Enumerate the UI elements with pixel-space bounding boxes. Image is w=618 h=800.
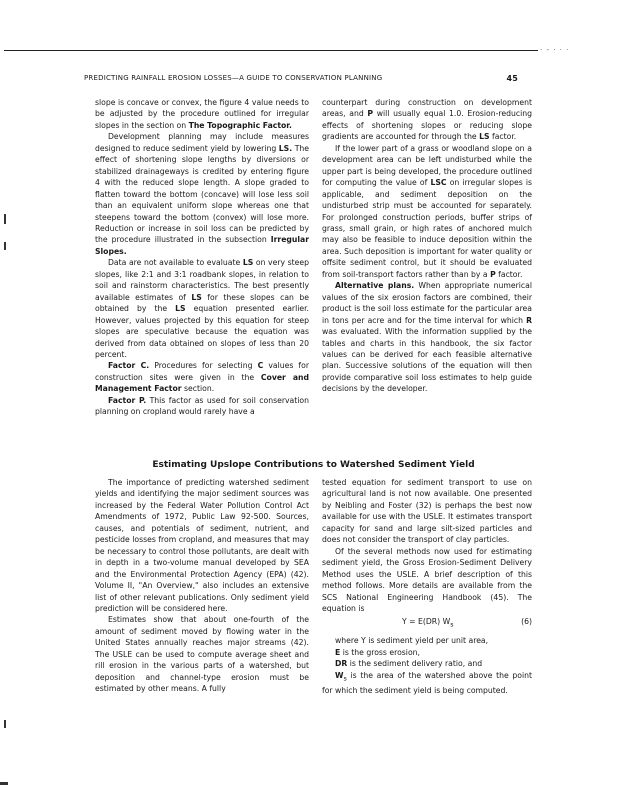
definition-dr: DR is the sediment delivery ratio, and xyxy=(335,659,483,669)
paragraph: Data are not available to evaluate LS on very steep slopes, like 2:1 and 3:1 roadbank slopes, in relation to soil and rainstorm characteristics. The best presently available estimates of LS for these slopes can be obtained by the LS equation presented earlier. However, values projected by this equation for steep slopes are speculative because the equation was derived from data obtained on slopes of less than 20 percent. xyxy=(95,258,309,359)
scan-edge-mark xyxy=(4,214,6,224)
definition-y: where Y is sediment yield per unit area, xyxy=(335,636,489,646)
running-header xyxy=(84,74,518,83)
paragraph: Factor P. This factor as used for soil conservation planning on cropland would rarely have a xyxy=(95,395,309,417)
paragraph: Estimates show that about one-fourth of the amount of sediment moved by flowing water in the United States annually reaches major streams (42). The USLE can be used to compute average sheet and rill erosion in the various parts of a watershed, but deposition and channel-type erosion must be estimated by other means. A fully xyxy=(95,615,309,694)
page-number: 45 xyxy=(506,74,518,83)
equation-6 xyxy=(322,616,532,631)
paragraph: Of the several methods now used for estimating sediment yield, the Gross Erosion-Sediment Delivery Method uses the USLE. A brief description of this method follows. More details are available from the SCS National Engineering Handbook (45). The equation is xyxy=(322,546,532,613)
left-column-bottom xyxy=(95,477,309,695)
left-column-top xyxy=(95,97,309,418)
right-column-bottom xyxy=(322,477,532,696)
paragraph: Development planning may include measures designed to reduce sediment yield by lowering LS. The effect of shortening slope lengths by diversions or stabilized drainageways is credited by entering figure 4 with the reduced slope length. A slope graded to flatten toward the bottom (concave) will lose less soil than an equivalent uniform slope whereas one that steepens toward the bottom (convex) will lose more. Reduction or increase in soil loss can be predicted by the procedure illustrated in the subsection Irregular Slopes. xyxy=(95,132,309,256)
scan-edge-mark xyxy=(4,720,6,728)
section-heading: Estimating Upslope Contributions to Watershed Sediment Yield xyxy=(152,460,475,470)
definition-ws: $W_s$ is the area of the watershed above the point for which the sediment yield is being computed. xyxy=(322,670,532,695)
right-column-top xyxy=(322,97,532,395)
paragraph: tested equation for sediment transport to use on agricultural land is not now available. One presented by Neibling and Foster (32) is perhaps the best now available for use with the USLE. It estimates transport capacity for sand and large silt-sized particles and does not consider the transport of clay particles. xyxy=(322,478,532,545)
paragraph: If the lower part of a grass or woodland slope on a development area can be left undisturbed while the upper part is being developed, the procedure outlined for computing the value of LSC on irregular slopes is applicable, and sediment deposition on the undisturbed strip must be accounted for separately. For prolonged construction periods, buffer strips of grass, small grain, or high rates of anchored mulch may also be feasible to induce deposition within the area. Such deposition is important for water quality or offsite sediment control, but it should be evaluated from soil-transport factors rather than by a P factor. xyxy=(322,143,532,279)
definition-e: E is the gross erosion, xyxy=(335,647,420,657)
scan-smudge xyxy=(0,782,8,785)
paragraph: The importance of predicting watershed sediment yields and identifying the major sediment sources was increased by the Federal Water Pollution Control Act Amendments of 1972, Public Law 92-500. Sources, causes, and potentials of sediment, nutrient, and pesticide losses from cropland, and measures that may be necessary to control those pollutants, are dealt with in depth in a two-volume manual developed by SEA and the Environmental Protection Agency (EPA) (42). Volume II, "An Overview," also includes an extensive list of other relevant publications. Only sediment yield prediction will be considered here. xyxy=(95,478,309,613)
equation-expression: Y = E(DR) $W_s$ xyxy=(402,617,454,629)
paragraph: Factor C. Procedures for selecting C values for construction sites were given in the Cover and Management Factor section. xyxy=(95,361,310,394)
running-header-title: PREDICTING RAINFALL EROSION LOSSES—A GUIDE TO CONSERVATION PLANNING xyxy=(84,74,383,82)
corner-tick-marks: · - · · · xyxy=(540,46,570,54)
paragraph: slope is concave or convex, the figure 4 value needs to be adjusted by the procedure outlined for irregular slopes in the section on The Topographic Factor. xyxy=(95,98,309,130)
scan-edge-mark xyxy=(4,242,6,250)
paragraph: counterpart during construction on development areas, and P will usually equal 1.0. Erosion-reducing effects of shortening slopes or reducing slope gradients are accounted for through the LS factor. xyxy=(322,98,532,142)
equation-number: (6) xyxy=(521,617,532,627)
top-rule xyxy=(4,50,538,51)
paragraph: Alternative plans. When appropriate numerical values of the six erosion factors are combined, their product is the soil loss estimate for the particular area in tons per acre and for the time interval for which R was evaluated. With the information supplied by the tables and charts in this handbook, the six factor values can be derived for each feasible alternative plan. Successive solutions of the equation will then provide comparative soil loss estimates to help guide decisions by the developer. xyxy=(322,281,532,394)
